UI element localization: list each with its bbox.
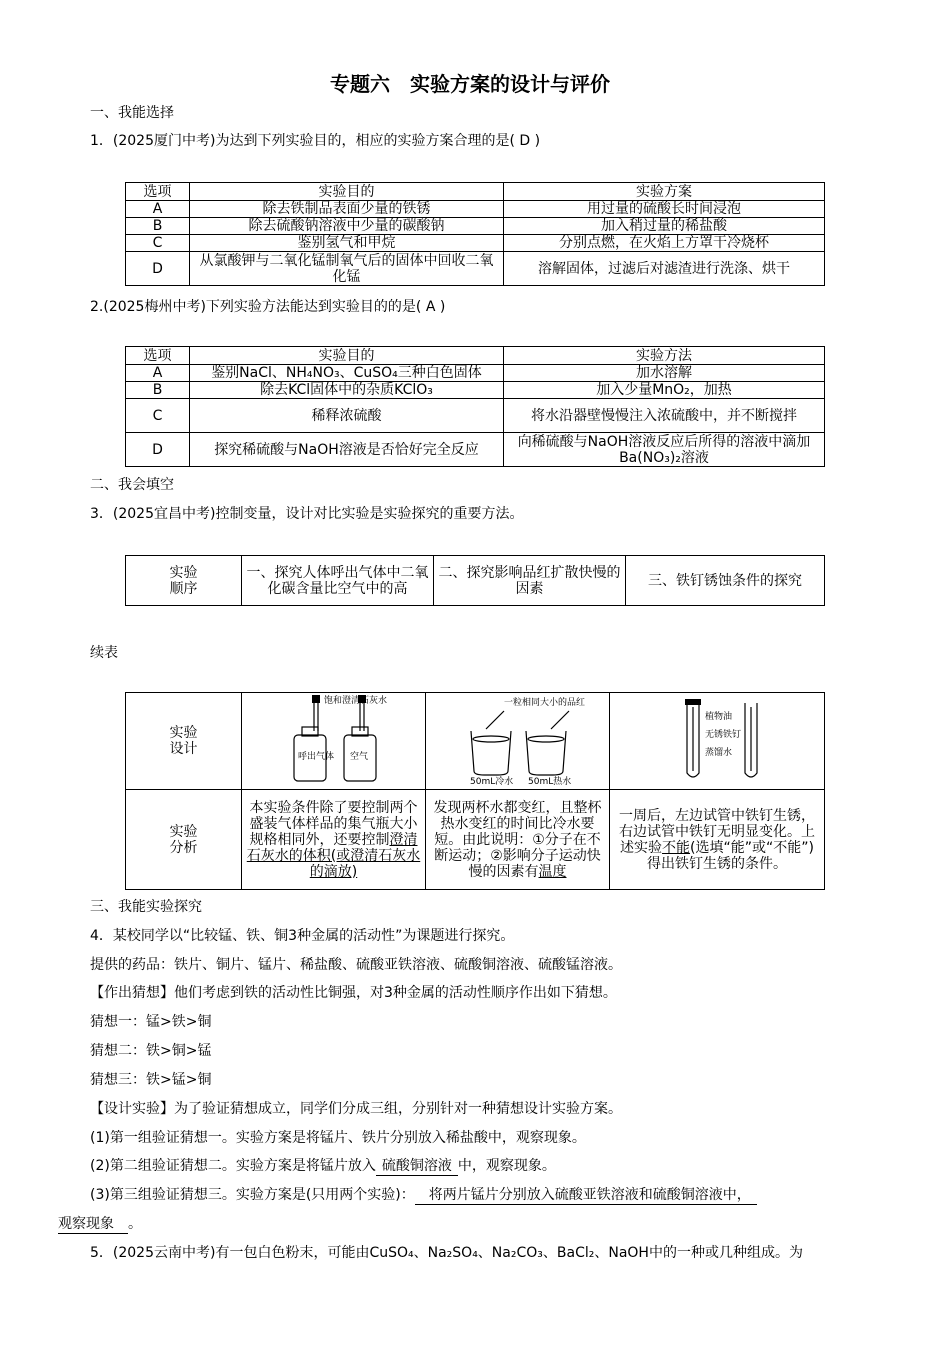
figure-cell	[242, 693, 426, 790]
beakers-figure	[426, 693, 609, 785]
table-cell: 溶解固体，过滤后对滤渣进行洗涤、烘干	[504, 252, 825, 286]
table-cell: 鉴别氢气和甲烷	[190, 235, 504, 252]
gas-bottles-figure	[242, 693, 425, 785]
row-header: 实验分析	[126, 790, 242, 890]
table-cell: 一、探究人体呼出气体中二氧化碳含量比空气中的高	[242, 556, 434, 606]
continued-label: 续表	[90, 645, 118, 661]
table-cell: 用过量的硫酸长时间浸泡	[504, 201, 825, 218]
table-cell: 加入少量MnO₂，加热	[504, 382, 825, 399]
q1-table	[125, 182, 825, 286]
paragraph: (2)第二组验证猜想二。实验方案是将锰片放入 硫酸铜溶液 中，观察现象。	[90, 1155, 556, 1176]
answer-blank: 观察现象	[58, 1213, 128, 1234]
table-cell: A	[126, 365, 190, 382]
fig-label: 蒸馏水	[705, 748, 733, 758]
table-cell: D	[126, 252, 190, 286]
table-cell: 稀释浓硫酸	[190, 399, 504, 433]
table-cell: 探究稀硫酸与NaOH溶液是否恰好完全反应	[190, 433, 504, 467]
question-stem: 2.(2025梅州中考)下列实验方法能达到实验目的的是( A )	[90, 299, 446, 315]
paragraph: 猜想一：锰>铁>铜	[90, 1014, 212, 1030]
figure-cell	[426, 693, 610, 790]
section-heading: 一、我能选择	[90, 105, 174, 121]
row-header: 实验顺序	[126, 556, 242, 606]
header-cell: 实验方法	[504, 347, 825, 365]
answer-blank: 硫酸铜溶液	[376, 1155, 458, 1176]
section-heading: 三、我能实验探究	[90, 899, 202, 915]
table-cell: 分别点燃，在火焰上方罩干冷烧杯	[504, 235, 825, 252]
table-cell: A	[126, 201, 190, 218]
paragraph: 猜想二：铁>铜>锰	[90, 1043, 212, 1059]
paragraph: 【设计实验】为了验证猜想成立，同学们分成三组，分别针对一种猜想设计实验方案。	[90, 1101, 622, 1117]
analysis-cell: 发现两杯水都变红，且整杯热水变红的时间比冷水要短。由此说明：①分子在不断运动；②影响分子运动快慢的因素有温度	[426, 790, 610, 890]
table-cell: 除去硫酸钠溶液中少量的碳酸钠	[190, 218, 504, 235]
fig-label: 空气	[350, 752, 369, 762]
fig-label: 无锈铁钉	[705, 730, 742, 740]
question-stem: 4．某校同学以“比较锰、铁、铜3种金属的活动性”为课题进行探究。	[90, 928, 515, 944]
fig-label: 呼出气体	[298, 752, 335, 762]
q3-table-design	[125, 692, 825, 890]
section-heading: 二、我会填空	[90, 477, 174, 493]
table-cell: D	[126, 433, 190, 467]
paragraph: (1)第一组验证猜想一。实验方案是将锰片、铁片分别放入稀盐酸中，观察现象。	[90, 1130, 586, 1146]
header-cell: 实验方案	[504, 183, 825, 201]
paragraph: 猜想三：铁>锰>铜	[90, 1072, 212, 1088]
fig-label: 植物油	[705, 712, 733, 722]
header-cell: 选项	[126, 183, 190, 201]
question-stem: 5．(2025云南中考)有一包白色粉末，可能由CuSO₄、Na₂SO₄、Na₂CO₃、BaCl₂、NaOH中的一种或几种组成。为	[90, 1245, 803, 1261]
table-cell: B	[126, 218, 190, 235]
table-cell: 三、铁钉锈蚀条件的探究	[626, 556, 825, 606]
table-cell: 向稀硫酸与NaOH溶液反应后所得的溶液中滴加Ba(NO₃)₂溶液	[504, 433, 825, 467]
page-title: 专题六 实验方案的设计与评价	[330, 72, 610, 96]
table-cell: C	[126, 235, 190, 252]
table-cell: 二、探究影响品红扩散快慢的因素	[434, 556, 626, 606]
table-cell: 加入稍过量的稀盐酸	[504, 218, 825, 235]
header-cell: 实验目的	[190, 347, 504, 365]
answer-blank: 将两片锰片分别放入硫酸亚铁溶液和硫酸铜溶液中，	[415, 1184, 757, 1205]
q3-table-order	[125, 555, 825, 606]
paragraph: 观察现象 。	[58, 1213, 142, 1234]
question-stem: 1．(2025厦门中考)为达到下列实验目的，相应的实验方案合理的是( D )	[90, 133, 541, 149]
table-cell: 除去KCl固体中的杂质KClO₃	[190, 382, 504, 399]
paragraph: 提供的药品：铁片、铜片、锰片、稀盐酸、硫酸亚铁溶液、硫酸铜溶液、硫酸锰溶液。	[90, 957, 622, 973]
row-header: 实验设计	[126, 693, 242, 790]
header-cell: 实验目的	[190, 183, 504, 201]
test-tubes-figure	[621, 693, 813, 785]
table-cell: B	[126, 382, 190, 399]
table-cell: 鉴别NaCl、NH₄NO₃、CuSO₄三种白色固体	[190, 365, 504, 382]
paragraph: 【作出猜想】他们考虑到铁的活动性比铜强，对3种金属的活动性顺序作出如下猜想。	[90, 985, 617, 1001]
fig-label: 50mL热水	[528, 777, 572, 785]
table-cell: C	[126, 399, 190, 433]
paragraph: (3)第三组验证猜想三。实验方案是(只用两个实验)： 将两片锰片分别放入硫酸亚铁溶液和硫酸铜溶液中，	[90, 1184, 757, 1205]
table-cell: 从氯酸钾与二氧化锰制氧气后的固体中回收二氧化锰	[190, 252, 504, 286]
analysis-cell: 一周后，左边试管中铁钉生锈，右边试管中铁钉无明显变化。上述实验不能(选填“能”或“不能”)得出铁钉生锈的条件。	[610, 790, 825, 890]
figure-cell	[610, 693, 825, 790]
header-cell: 选项	[126, 347, 190, 365]
question-stem: 3．(2025宜昌中考)控制变量，设计对比实验是实验探究的重要方法。	[90, 506, 524, 522]
fig-label: 饱和澄清石灰水	[324, 696, 388, 706]
table-cell: 除去铁制品表面少量的铁锈	[190, 201, 504, 218]
table-cell: 加水溶解	[504, 365, 825, 382]
analysis-cell: 本实验条件除了要控制两个盛装气体样品的集气瓶大小规格相同外，还要控制澄清石灰水的体积(或澄清石灰水的滴放)	[242, 790, 426, 890]
fig-label: 50mL冷水	[470, 777, 514, 785]
table-cell: 将水沿器壁慢慢注入浓硫酸中，并不断搅拌	[504, 399, 825, 433]
fig-label: 一粒相同大小的品红	[504, 698, 586, 708]
q2-table	[125, 346, 825, 467]
